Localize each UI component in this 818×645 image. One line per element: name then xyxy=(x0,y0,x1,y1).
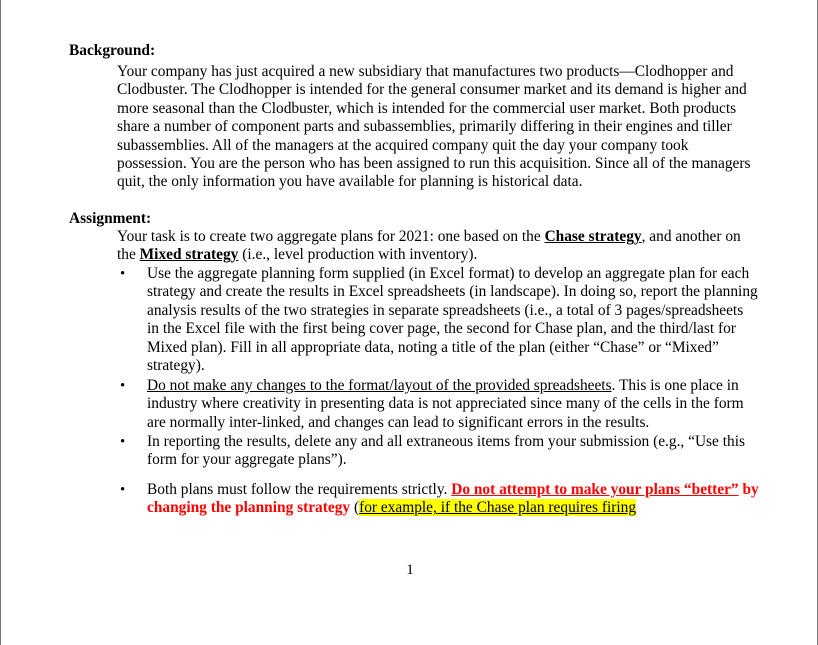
intro-text-2: , and another on the xyxy=(117,228,741,264)
open-paren: ( xyxy=(350,499,360,517)
bullet-icon: • xyxy=(120,434,126,450)
bullet-2-text xyxy=(147,377,759,432)
background-paragraph: Your company has just acquired a new subsidiary that manufactures two products—Clodhopper and Clodbuster. The Clodhopper is intended for the general consumer market and its demand is higher and more seasonal than the Clodbuster, which is intended for the commercial user market. Both products share a number of component parts and subassemblies, primarily differing in their engines and tiller subassemblies. All of the managers at the acquired company quit the day your company took possession. You are the person who has been assigned to run this acquisition. Since all of the managers quit, the only information you have available for planning is historical data. xyxy=(117,63,751,191)
chase-strategy-term: Chase strategy xyxy=(544,228,642,245)
page-number: 1 xyxy=(406,562,414,578)
bullet-4-text xyxy=(147,481,759,518)
bullet-2-rest: . This is one place in industry where creativity in presenting data is not appreciated since many of the cells in the form are normally inter-linked, and changes can lead to significant errors in the results. xyxy=(147,377,744,431)
assignment-heading: Assignment: xyxy=(69,210,152,227)
no-format-change-warning: Do not make any changes to the format/layout of the provided spreadsheets xyxy=(147,377,612,394)
background-heading: Background: xyxy=(69,42,156,59)
bullet-1-text: Use the aggregate planning form supplied (in Excel format) to develop an aggregate plan for each strategy and create the results in Excel spreadsheets (in landscape). In doing so, report the planning analysis results of the two strategies in separate spreadsheets (i.e., a total of 3 pages/spreadsheets in the Excel file with the first being cover page, the second for Chase plan, and the third/last for Mixed plan). Fill in all appropriate data, noting a title of the plan (either “Chase” or “Mixed” strategy). xyxy=(147,265,758,375)
intro-text-3: (i.e., level production with inventory). xyxy=(238,246,478,264)
mixed-strategy-term: Mixed strategy xyxy=(139,246,239,264)
highlighted-example: for example, if the Chase plan requires firing xyxy=(359,499,637,517)
bullet-icon: • xyxy=(120,378,126,394)
red-warning: by changing the planning strategy xyxy=(147,481,759,517)
red-warning-underlined: Do not attempt to make your plans “better” xyxy=(451,481,739,498)
bullet-icon: • xyxy=(120,482,126,498)
assignment-intro xyxy=(117,228,757,265)
intro-text-1: Your task is to create two aggregate plans for 2021: one based on the xyxy=(117,228,545,245)
bullet-3-text: In reporting the results, delete any and all extraneous items from your submission (e.g., “Use this form for your aggregate plans”). xyxy=(147,433,745,469)
bullet-icon: • xyxy=(120,266,126,282)
bullet-4-lead: Both plans must follow the requirements strictly. xyxy=(147,481,452,498)
